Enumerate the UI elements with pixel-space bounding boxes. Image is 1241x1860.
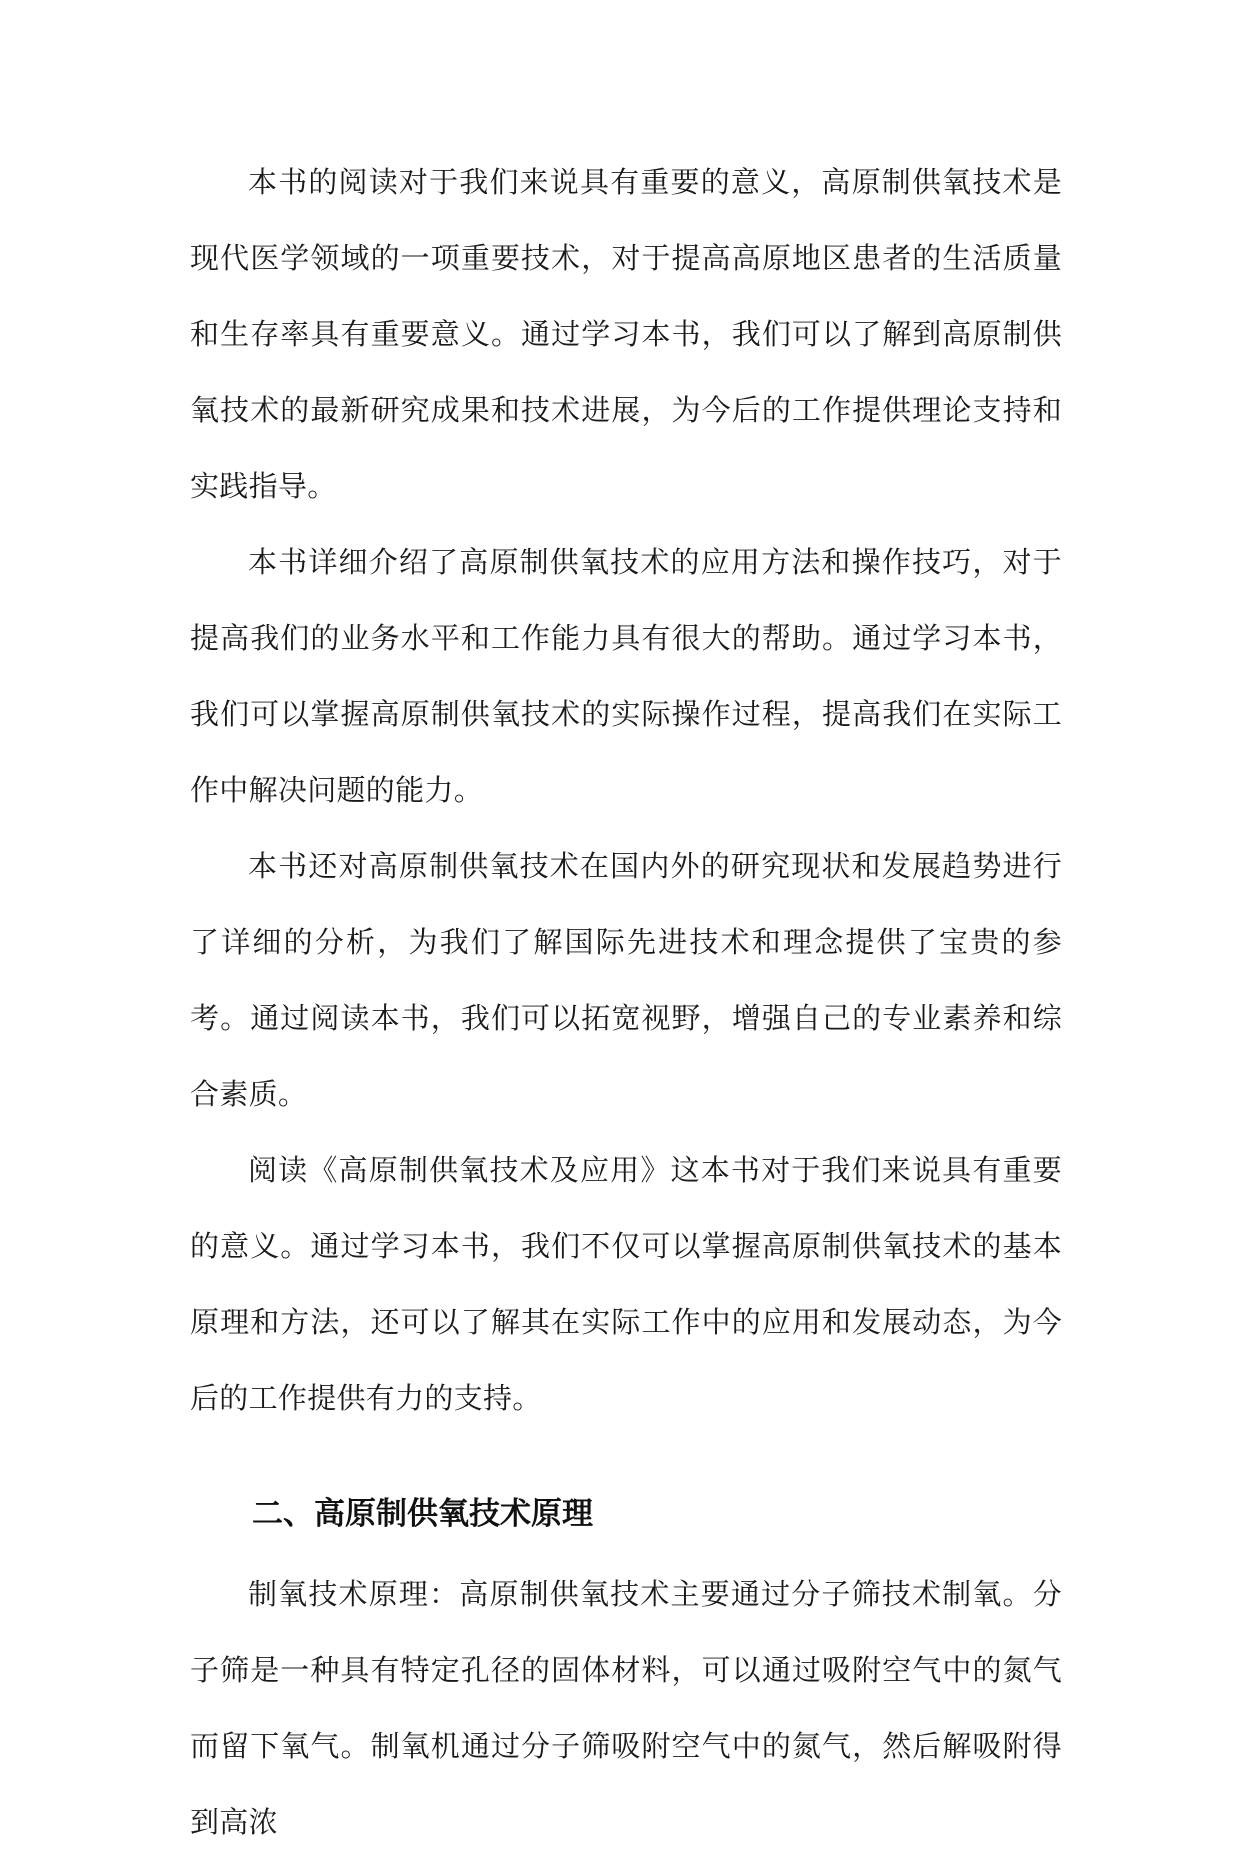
body-paragraph: 制氧技术原理：高原制供氧技术主要通过分子筛技术制氧。分子筛是一种具有特定孔径的固体材料，可以通过吸附空气中的氮气而留下氧气。制氧机通过分子筛吸附空气中的氮气，然后解吸附得到高浓 bbox=[190, 1577, 1062, 1839]
section-heading: 二、高原制供氧技术原理 bbox=[252, 1496, 593, 1532]
body-paragraph: 本书还对高原制供氧技术在国内外的研究现状和发展趋势进行了详细的分析，为我们了解国际先进技术和理念提供了宝贵的参考。通过阅读本书，我们可以拓宽视野，增强自己的专业素养和综合素质。 bbox=[190, 849, 1062, 1111]
body-paragraph: 本书的阅读对于我们来说具有重要的意义，高原制供氧技术是现代医学领域的一项重要技术，对于提高高原地区患者的生活质量和生存率具有重要意义。通过学习本书，我们可以了解到高原制供氧技术的最新研究成果和技术进展，为今后的工作提供理论支持和实践指导。 bbox=[190, 165, 1062, 503]
document-body bbox=[190, 144, 1062, 1860]
body-paragraph: 本书详细介绍了高原制供氧技术的应用方法和操作技巧，对于提高我们的业务水平和工作能力具有很大的帮助。通过学习本书，我们可以掌握高原制供氧技术的实际操作过程，提高我们在实际工作中解决问题的能力。 bbox=[190, 545, 1062, 807]
body-paragraph: 阅读《高原制供氧技术及应用》这本书对于我们来说具有重要的意义。通过学习本书，我们不仅可以掌握高原制供氧技术的基本原理和方法，还可以了解其在实际工作中的应用和发展动态，为今后的工作提供有力的支持。 bbox=[190, 1153, 1062, 1415]
